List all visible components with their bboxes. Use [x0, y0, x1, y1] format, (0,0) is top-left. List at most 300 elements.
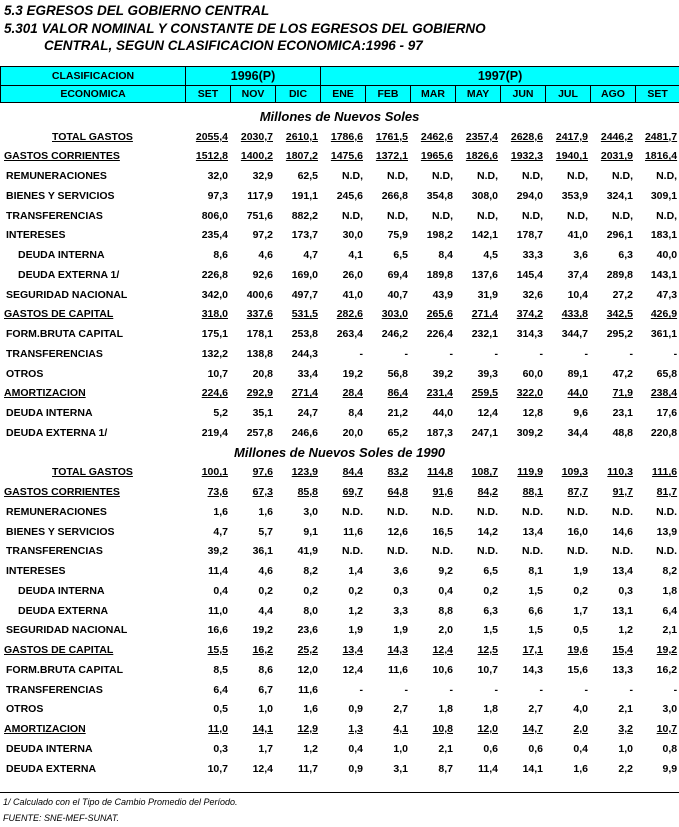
value-cell: 263,4: [336, 328, 363, 341]
value-cell: 34,4: [567, 426, 588, 439]
value-cell: 14,2: [477, 525, 498, 538]
value-cell: 1826,6: [465, 150, 498, 163]
value-cell: 178,7: [516, 229, 543, 242]
value-cell: 13,3: [612, 663, 633, 676]
value-cell: 40,0: [656, 249, 678, 262]
value-cell: N.D,: [522, 209, 543, 222]
value-cell: 1965,6: [420, 150, 453, 163]
value-cell: 1,7: [573, 604, 588, 617]
value-cell: 19,2: [252, 624, 273, 637]
value-cell: 10,4: [567, 288, 588, 301]
value-cell: 1807,2: [285, 150, 318, 163]
value-cell: 1,4: [348, 565, 363, 578]
value-cell: 296,1: [606, 229, 633, 242]
value-cell: 71,9: [612, 387, 633, 400]
header-month: NOV: [231, 86, 276, 103]
value-cell: 23,1: [612, 407, 633, 420]
table-row: [0, 502, 679, 522]
value-cell: 86,4: [387, 387, 408, 400]
value-cell: N.D.: [522, 505, 543, 518]
value-cell: 8,5: [213, 663, 228, 676]
row-label: DEUDA EXTERNA 1/: [6, 426, 108, 439]
row-label: TRANSFERENCIAS: [6, 683, 103, 696]
value-cell: 17,6: [656, 407, 678, 420]
value-cell: 433,8: [561, 308, 588, 321]
value-cell: -: [539, 347, 543, 360]
value-cell: 247,1: [471, 426, 498, 439]
value-cell: -: [449, 347, 453, 360]
value-cell: 35,1: [252, 407, 273, 420]
value-cell: 10,7: [207, 367, 228, 380]
header-year-1997: 1997(P): [321, 67, 679, 86]
table-row: [0, 324, 679, 344]
value-cell: 354,8: [426, 189, 453, 202]
value-cell: 6,3: [618, 249, 633, 262]
table-row: [0, 245, 679, 265]
table-row: [0, 344, 679, 364]
value-cell: 318,0: [201, 308, 228, 321]
row-label: DEUDA INTERNA: [6, 742, 93, 755]
value-cell: 8,2: [662, 565, 678, 578]
value-cell: 342,0: [201, 288, 228, 301]
value-cell: 1,6: [573, 762, 588, 775]
value-cell: 266,8: [381, 189, 408, 202]
value-cell: 253,8: [291, 328, 318, 341]
value-cell: N.D.: [522, 545, 543, 558]
value-cell: 1,0: [258, 703, 273, 716]
value-cell: 142,1: [471, 229, 498, 242]
value-cell: N.D.: [387, 545, 408, 558]
value-cell: 89,1: [567, 367, 588, 380]
value-cell: 4,5: [483, 249, 498, 262]
value-cell: 309,1: [650, 189, 678, 202]
value-cell: 806,0: [201, 209, 228, 222]
value-cell: 73,6: [207, 486, 228, 499]
value-cell: 220,8: [650, 426, 678, 439]
value-cell: 8,6: [213, 249, 228, 262]
value-cell: 6,5: [483, 565, 498, 578]
value-cell: 1475,6: [330, 150, 363, 163]
value-cell: 257,8: [246, 426, 273, 439]
value-cell: 0,9: [348, 703, 363, 716]
table-row: [0, 147, 679, 167]
value-cell: 0,5: [213, 703, 228, 716]
value-cell: 0,3: [213, 742, 228, 755]
value-cell: N.D,: [656, 209, 678, 222]
table-row: [0, 384, 679, 404]
value-cell: 226,4: [426, 328, 453, 341]
value-cell: 4,7: [213, 525, 228, 538]
table-row: [0, 601, 679, 621]
value-cell: 83,2: [387, 466, 408, 479]
value-cell: 43,9: [432, 288, 453, 301]
table-row: [0, 482, 679, 502]
table-row: [0, 166, 679, 186]
value-cell: -: [359, 347, 363, 360]
value-cell: N.D.: [432, 505, 453, 518]
value-cell: 4,6: [258, 249, 273, 262]
value-cell: 15,6: [567, 663, 588, 676]
row-label: OTROS: [6, 367, 44, 380]
source-note: FUENTE: SNE-MEF-SUNAT.: [3, 813, 120, 823]
value-cell: 1786,6: [330, 130, 363, 143]
value-cell: 15,5: [207, 644, 228, 657]
value-cell: 11,0: [208, 604, 228, 617]
value-cell: 117,9: [247, 189, 273, 202]
value-cell: N.D,: [477, 170, 498, 183]
value-cell: 173,7: [291, 229, 318, 242]
value-cell: -: [494, 347, 498, 360]
value-cell: 10,8: [432, 723, 453, 736]
value-cell: 2,2: [618, 762, 633, 775]
value-cell: 12,4: [342, 663, 363, 676]
row-label: FORM.BRUTA CAPITAL: [6, 328, 124, 341]
value-cell: 1,7: [258, 742, 273, 755]
value-cell: 1,0: [618, 742, 633, 755]
value-cell: 14,3: [522, 663, 543, 676]
value-cell: 0,4: [438, 584, 453, 597]
row-label: TOTAL GASTOS: [52, 130, 133, 143]
value-cell: 123,9: [291, 466, 318, 479]
value-cell: 84,2: [477, 486, 498, 499]
value-cell: 1761,5: [375, 130, 408, 143]
value-cell: 2481,7: [644, 130, 678, 143]
value-cell: 27,2: [612, 288, 633, 301]
value-cell: 16,0: [567, 525, 588, 538]
value-cell: 400,6: [246, 288, 273, 301]
table-row: [0, 285, 679, 305]
row-label: TRANSFERENCIAS: [6, 347, 103, 360]
value-cell: 110,3: [607, 466, 633, 479]
value-cell: 47,3: [656, 288, 678, 301]
value-cell: 232,1: [471, 328, 498, 341]
table-row: [0, 719, 679, 739]
value-cell: 531,5: [291, 308, 318, 321]
value-cell: 1,0: [393, 742, 408, 755]
value-cell: 0,4: [213, 584, 228, 597]
value-cell: 224,6: [201, 387, 228, 400]
value-cell: N.D.: [387, 505, 408, 518]
value-cell: 85,8: [297, 486, 318, 499]
value-cell: 36,1: [252, 545, 273, 558]
value-cell: 1932,3: [510, 150, 543, 163]
row-label: BIENES Y SERVICIOS: [6, 525, 115, 538]
value-cell: 10,6: [432, 663, 453, 676]
header-economica: ECONOMICA: [1, 86, 186, 103]
value-cell: 65,2: [387, 426, 408, 439]
table-row: [0, 739, 679, 759]
value-cell: 12,6: [387, 525, 408, 538]
value-cell: 0,5: [573, 624, 588, 637]
value-cell: 231,4: [426, 387, 453, 400]
value-cell: 1,6: [213, 505, 228, 518]
value-cell: 0,6: [483, 742, 498, 755]
value-cell: 2,0: [438, 624, 453, 637]
value-cell: 303,0: [381, 308, 408, 321]
value-cell: 39,2: [432, 367, 453, 380]
value-cell: 5,2: [213, 407, 228, 420]
value-cell: 2,0: [573, 723, 588, 736]
value-cell: 344,7: [561, 328, 588, 341]
table-row: [0, 660, 679, 680]
value-cell: N.D,: [432, 209, 453, 222]
data-table: [0, 107, 679, 779]
section-title: Millones de Nuevos Soles de 1990: [234, 445, 446, 461]
value-cell: 2,7: [528, 703, 543, 716]
value-cell: 314,3: [516, 328, 543, 341]
value-cell: N.D.: [656, 545, 678, 558]
value-cell: 219,4: [201, 426, 228, 439]
value-cell: 2610,1: [285, 130, 318, 143]
table-row: [0, 403, 679, 423]
header-month: FEB: [366, 86, 411, 103]
value-cell: 1,9: [393, 624, 408, 637]
value-cell: 0,3: [618, 584, 633, 597]
value-cell: 0,2: [303, 584, 318, 597]
value-cell: 3,0: [662, 703, 678, 716]
value-cell: 1,9: [348, 624, 363, 637]
value-cell: 4,7: [303, 249, 318, 262]
value-cell: N.D.: [342, 545, 363, 558]
row-label: DEUDA INTERNA: [6, 407, 93, 420]
value-cell: 246,6: [291, 426, 318, 439]
table-row: [0, 206, 679, 226]
value-cell: 69,7: [342, 486, 363, 499]
value-cell: 13,4: [612, 565, 633, 578]
header-month: ENE: [321, 86, 366, 103]
value-cell: 47,2: [612, 367, 633, 380]
value-cell: 8,6: [258, 663, 273, 676]
value-cell: 31,9: [477, 288, 498, 301]
table-header: [0, 66, 679, 103]
value-cell: 10,7: [656, 723, 678, 736]
row-label: GASTOS DE CAPITAL: [4, 308, 114, 321]
table-row: [0, 364, 679, 384]
row-label: TRANSFERENCIAS: [6, 209, 103, 222]
value-cell: N.D,: [567, 170, 588, 183]
value-cell: 11,6: [298, 683, 318, 696]
value-cell: 337,6: [246, 308, 273, 321]
value-cell: 14,7: [522, 723, 543, 736]
value-cell: 183,1: [650, 229, 678, 242]
table-row: [0, 265, 679, 285]
value-cell: -: [673, 347, 678, 360]
value-cell: 1,5: [528, 584, 543, 597]
value-cell: 8,1: [528, 565, 543, 578]
value-cell: 12,4: [432, 644, 453, 657]
value-cell: -: [629, 683, 633, 696]
row-label: INTERESES: [6, 229, 66, 242]
value-cell: 1,8: [483, 703, 498, 716]
value-cell: 11,4: [478, 762, 498, 775]
value-cell: -: [539, 683, 543, 696]
value-cell: 308,0: [471, 189, 498, 202]
value-cell: 69,4: [387, 268, 408, 281]
value-cell: 4,4: [258, 604, 273, 617]
value-cell: 24,7: [297, 407, 318, 420]
value-cell: 11,6: [343, 525, 363, 538]
value-cell: 23,6: [297, 624, 318, 637]
row-label: FORM.BRUTA CAPITAL: [6, 663, 124, 676]
value-cell: 0,2: [348, 584, 363, 597]
value-cell: 25,2: [297, 644, 318, 657]
value-cell: 1,8: [438, 703, 453, 716]
value-cell: 108,7: [471, 466, 498, 479]
value-cell: 289,8: [606, 268, 633, 281]
value-cell: 12,0: [297, 663, 318, 676]
row-label: AMORTIZACION: [4, 387, 86, 400]
value-cell: 2031,9: [600, 150, 633, 163]
value-cell: 9,2: [438, 565, 453, 578]
value-cell: 19,2: [656, 644, 678, 657]
table-row: [0, 700, 679, 720]
table-title: 5.301 VALOR NOMINAL Y CONSTANTE DE LOS EGRESOS DEL GOBIERNO: [4, 21, 486, 36]
value-cell: 97,2: [252, 229, 273, 242]
value-cell: -: [584, 347, 588, 360]
value-cell: 2,1: [662, 624, 678, 637]
value-cell: 4,1: [393, 723, 408, 736]
value-cell: 67,3: [252, 486, 273, 499]
value-cell: 1400,2: [240, 150, 273, 163]
value-cell: 8,2: [303, 565, 318, 578]
value-cell: 20,0: [342, 426, 363, 439]
row-label: DEUDA EXTERNA 1/: [18, 268, 120, 281]
footnote: 1/ Calculado con el Tipo de Cambio Promedio del Período.: [3, 797, 238, 807]
row-label: REMUNERACIONES: [6, 170, 107, 183]
row-label: OTROS: [6, 703, 44, 716]
value-cell: 324,1: [606, 189, 633, 202]
value-cell: 39,3: [477, 367, 498, 380]
value-cell: 14,1: [522, 762, 543, 775]
value-cell: 169,0: [291, 268, 318, 281]
value-cell: 92,6: [252, 268, 273, 281]
value-cell: 309,2: [516, 426, 543, 439]
value-cell: 9,9: [662, 762, 678, 775]
value-cell: 44,0: [432, 407, 453, 420]
value-cell: 97,3: [207, 189, 228, 202]
value-cell: N.D.: [477, 505, 498, 518]
value-cell: 426,9: [650, 308, 678, 321]
value-cell: 13,9: [656, 525, 678, 538]
value-cell: 265,6: [426, 308, 453, 321]
value-cell: 178,1: [246, 328, 273, 341]
value-cell: 19,6: [567, 644, 588, 657]
value-cell: -: [449, 683, 453, 696]
value-cell: 32,0: [207, 170, 228, 183]
value-cell: 8,7: [438, 762, 453, 775]
value-cell: 12,4: [477, 407, 498, 420]
value-cell: 9,6: [573, 407, 588, 420]
table-row: [0, 186, 679, 206]
table-row: [0, 463, 679, 483]
row-label: DEUDA INTERNA: [18, 249, 105, 262]
value-cell: 32,9: [252, 170, 273, 183]
value-cell: 245,6: [336, 189, 363, 202]
value-cell: 13,4: [342, 644, 363, 657]
value-cell: 882,2: [291, 209, 318, 222]
value-cell: 361,1: [650, 328, 678, 341]
value-cell: 271,4: [471, 308, 498, 321]
report-title: 5.3 EGRESOS DEL GOBIERNO CENTRAL: [4, 3, 270, 18]
value-cell: 64,8: [387, 486, 408, 499]
value-cell: 56,8: [387, 367, 408, 380]
value-cell: 41,9: [297, 545, 318, 558]
value-cell: 238,4: [650, 387, 678, 400]
value-cell: 6,4: [213, 683, 228, 696]
value-cell: 3,6: [573, 249, 588, 262]
value-cell: 198,2: [426, 229, 453, 242]
value-cell: 14,1: [252, 723, 273, 736]
row-label: DEUDA INTERNA: [18, 584, 105, 597]
row-label: AMORTIZACION: [4, 723, 86, 736]
value-cell: 8,8: [438, 604, 453, 617]
value-cell: 244,3: [291, 347, 318, 360]
value-cell: 6,3: [483, 604, 498, 617]
value-cell: 0,2: [258, 584, 273, 597]
value-cell: 175,1: [201, 328, 228, 341]
row-label: DEUDA EXTERNA: [6, 762, 97, 775]
row-label: GASTOS DE CAPITAL: [4, 644, 114, 657]
value-cell: 6,5: [393, 249, 408, 262]
value-cell: 87,7: [567, 486, 588, 499]
value-cell: 14,6: [612, 525, 633, 538]
table-row: [0, 581, 679, 601]
value-cell: 16,2: [252, 644, 273, 657]
value-cell: 65,8: [656, 367, 678, 380]
value-cell: 13,1: [612, 604, 633, 617]
value-cell: 1,8: [662, 584, 678, 597]
value-cell: 3,3: [393, 604, 408, 617]
value-cell: 3,2: [618, 723, 633, 736]
value-cell: 1,6: [303, 703, 318, 716]
table-row: [0, 640, 679, 660]
value-cell: 322,0: [516, 387, 543, 400]
section-title-row: [0, 443, 679, 463]
value-cell: 2,7: [393, 703, 408, 716]
table-row: [0, 423, 679, 443]
value-cell: 11,7: [298, 762, 318, 775]
value-cell: 1,2: [618, 624, 633, 637]
value-cell: 1,5: [528, 624, 543, 637]
table-row: [0, 542, 679, 562]
value-cell: 32,6: [522, 288, 543, 301]
value-cell: 6,7: [258, 683, 273, 696]
value-cell: N.D.: [612, 505, 633, 518]
value-cell: 3,1: [393, 762, 408, 775]
value-cell: 132,2: [201, 347, 228, 360]
value-cell: 84,4: [342, 466, 363, 479]
value-cell: -: [629, 347, 633, 360]
value-cell: 226,8: [201, 268, 228, 281]
value-cell: 97,6: [252, 466, 273, 479]
header-month: SET: [636, 86, 679, 103]
value-cell: -: [673, 683, 678, 696]
section-title-row: [0, 107, 679, 127]
value-cell: 0,6: [528, 742, 543, 755]
row-label: TRANSFERENCIAS: [6, 545, 103, 558]
value-cell: 2,1: [618, 703, 633, 716]
value-cell: 14,3: [387, 644, 408, 657]
value-cell: 37,4: [567, 268, 588, 281]
value-cell: 4,1: [348, 249, 363, 262]
value-cell: 374,2: [516, 308, 543, 321]
value-cell: 271,4: [291, 387, 318, 400]
table-row: [0, 226, 679, 246]
value-cell: 33,3: [522, 249, 543, 262]
value-cell: 19,2: [342, 367, 363, 380]
value-cell: 111,6: [651, 466, 678, 479]
value-cell: 16,2: [656, 663, 678, 676]
